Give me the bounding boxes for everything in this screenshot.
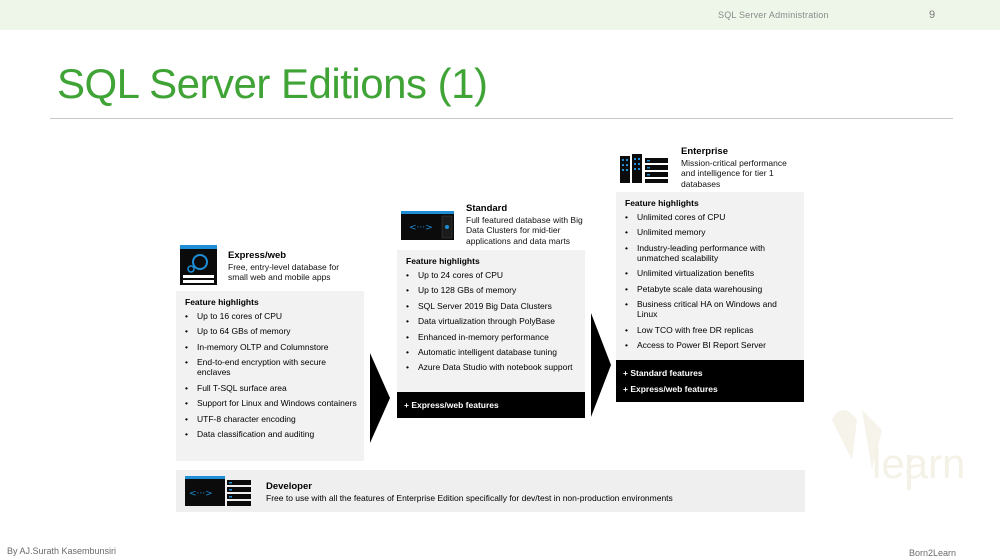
express-web-icon <box>180 245 217 285</box>
feature-item: • Up to 16 cores of CPU <box>185 311 358 321</box>
svg-text:<···>: <···> <box>189 489 213 499</box>
feature-item: • Low TCO with free DR replicas <box>625 325 798 335</box>
arrow-right-icon <box>370 353 390 443</box>
enterprise-name: Enterprise <box>681 146 728 157</box>
express-web-name: Express/web <box>228 250 287 261</box>
enterprise-highlights-title: Feature highlights <box>625 198 699 208</box>
feature-item: • Full T-SQL surface area <box>185 383 358 393</box>
enterprise-panel <box>616 192 804 360</box>
feature-item: • Industry-leading performance with unmatched scalability <box>625 243 798 263</box>
footer-brand: Born2Learn <box>909 548 957 558</box>
enterprise-icon <box>620 154 668 183</box>
feature-item: • Azure Data Studio with notebook support <box>406 362 579 372</box>
feature-item: • Unlimited memory <box>625 227 798 237</box>
feature-item: • SQL Server 2019 Big Data Clusters <box>406 301 579 311</box>
developer-panel <box>176 470 805 512</box>
arrow-right-icon <box>591 313 611 417</box>
feature-item: • Unlimited virtualization benefits <box>625 268 798 278</box>
enterprise-includes-bar <box>616 360 804 402</box>
standard-highlights-title: Feature highlights <box>406 256 480 266</box>
course-title: SQL Server Administration <box>718 10 829 20</box>
feature-item: • Up to 64 GBs of memory <box>185 326 358 336</box>
express-web-panel <box>176 291 364 461</box>
developer-name: Developer <box>266 481 312 492</box>
enterprise-description: Mission-critical performance and intelligence for tier 1 databases <box>681 157 787 189</box>
standard-includes-item: + Express/web features <box>404 400 499 410</box>
standard-icon <box>401 211 454 240</box>
slide-title: SQL Server Editions (1) <box>57 60 488 107</box>
standard-panel <box>397 250 585 392</box>
standard-description: Full featured database with Big Data Clusters for mid-tier applications and data marts <box>466 214 583 246</box>
footer-author: By AJ.Surath Kasembunsiri <box>7 546 117 556</box>
standard-feature-list <box>397 270 585 382</box>
enterprise-includes-item: + Express/web features <box>623 384 718 394</box>
page-number: 9 <box>929 9 936 21</box>
feature-item: • Data virtualization through PolyBase <box>406 316 579 326</box>
feature-item: • Enhanced in-memory performance <box>406 332 579 342</box>
feature-item: • Data classification and auditing <box>185 429 358 439</box>
enterprise-includes-item: + Standard features <box>623 368 703 378</box>
feature-item: • End-to-end encryption with secure enclaves <box>185 357 358 377</box>
enterprise-header <box>681 147 801 189</box>
feature-item: • Petabyte scale data warehousing <box>625 284 798 294</box>
developer-description: Free to use with all the features of Enterprise Edition specifically for dev/test in non-production environments <box>266 493 673 503</box>
standard-includes-bar <box>397 392 585 418</box>
feature-item: • In-memory OLTP and Columnstore <box>185 342 358 352</box>
enterprise-feature-list <box>616 212 804 360</box>
developer-icon <box>185 476 251 506</box>
standard-name: Standard <box>466 203 508 214</box>
svg-text:<···>: <···> <box>409 223 433 233</box>
express-web-description: Free, entry-level database for small web and mobile apps <box>228 261 340 282</box>
feature-item: • Automatic intelligent database tuning <box>406 347 579 357</box>
born2learn-watermark <box>812 360 982 500</box>
top-banner <box>0 0 1000 30</box>
express-web-feature-list <box>176 311 364 448</box>
feature-item: • UTF-8 character encoding <box>185 414 358 424</box>
feature-item: • Unlimited cores of CPU <box>625 212 798 222</box>
feature-item: • Access to Power BI Report Server <box>625 340 798 350</box>
feature-item: • Business critical HA on Windows and Linux <box>625 299 798 319</box>
watermark-text: learn <box>872 440 966 487</box>
feature-item: • Support for Linux and Windows containers <box>185 398 358 408</box>
feature-item: • Up to 128 GBs of memory <box>406 285 579 295</box>
standard-header <box>466 204 586 246</box>
title-divider <box>50 118 953 119</box>
express-web-header <box>228 251 358 283</box>
express-web-highlights-title: Feature highlights <box>185 297 259 307</box>
feature-item: • Up to 24 cores of CPU <box>406 270 579 280</box>
